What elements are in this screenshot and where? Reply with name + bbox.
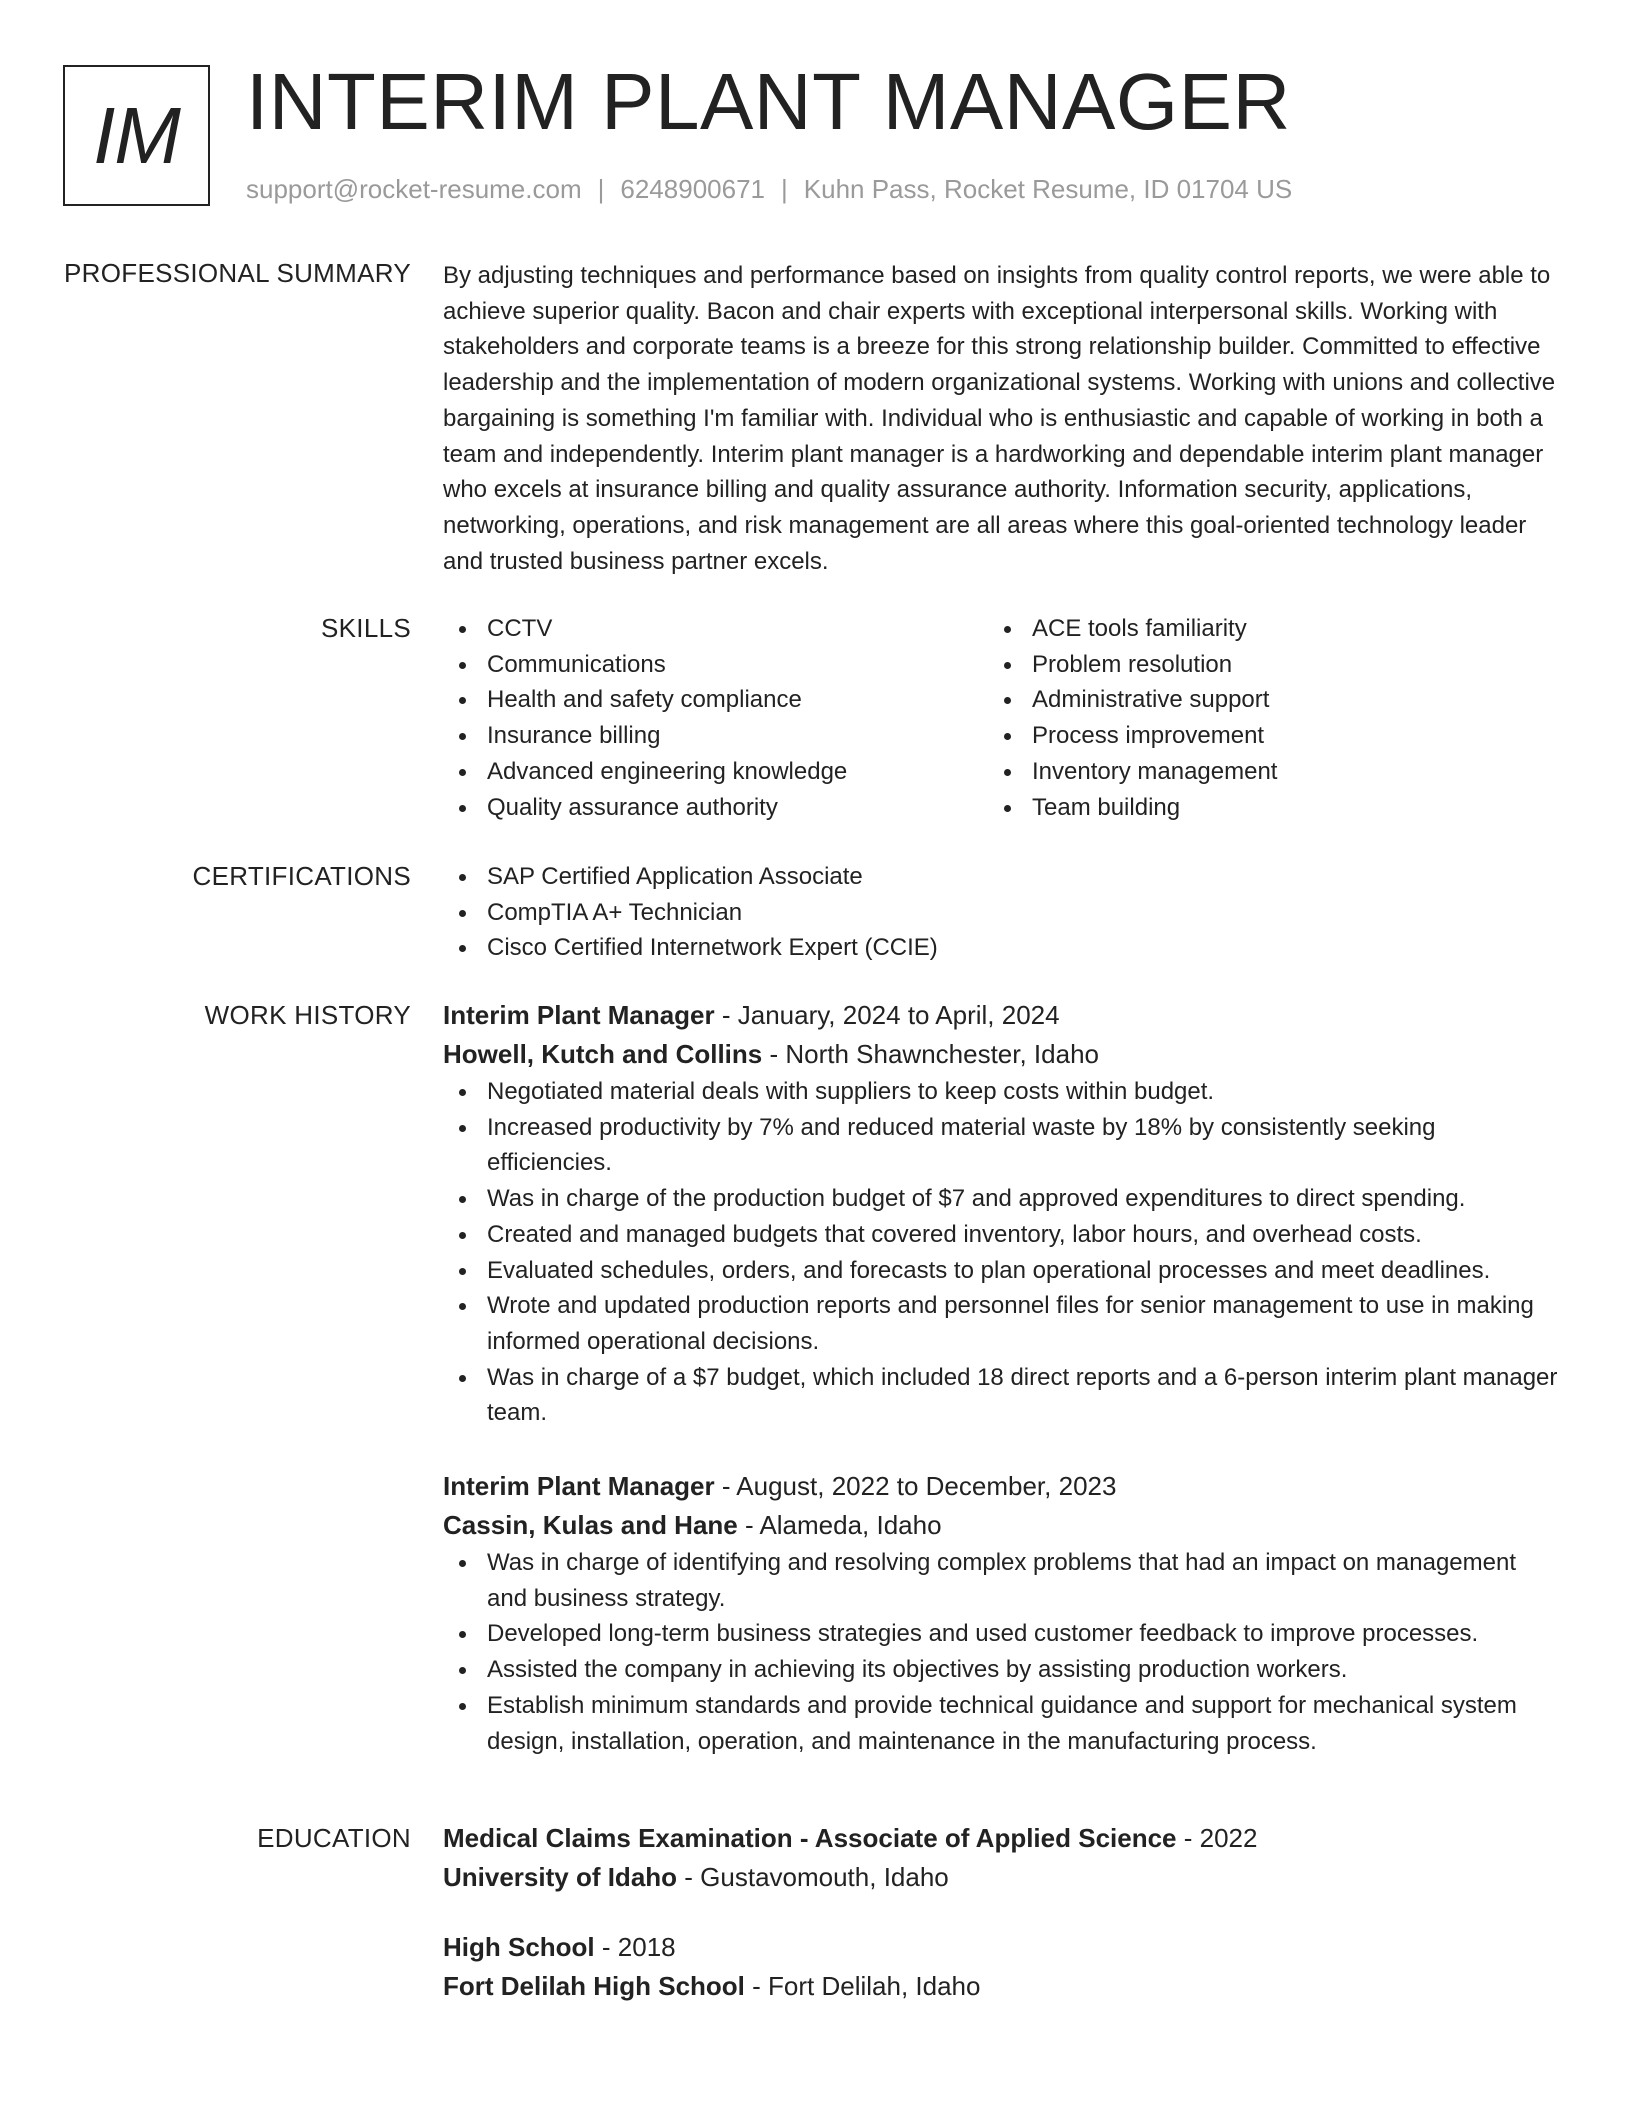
skill-item: Health and safety compliance: [443, 682, 988, 718]
education-location: Gustavomouth, Idaho: [700, 1862, 949, 1892]
education-year: 2018: [617, 1932, 676, 1962]
contact-email[interactable]: support@rocket-resume.com: [246, 174, 582, 204]
job-title: Interim Plant Manager: [443, 1471, 715, 1502]
section-label-certifications: CERTIFICATIONS: [192, 861, 411, 891]
skill-item: Communications: [443, 647, 988, 683]
contact-address: Kuhn Pass, Rocket Resume, ID 01704 US: [803, 174, 1293, 204]
education-school: Fort Delilah High School: [443, 1971, 745, 2001]
job-bullet: Developed long-term business strategies and used customer feedback to improve processes.: [443, 1616, 1558, 1652]
education-degree-line: High School - 2018: [443, 1932, 676, 1962]
skills-list-left: [443, 611, 988, 825]
job-location: Alameda, Idaho: [759, 1510, 942, 1541]
skill-item: Problem resolution: [988, 647, 1533, 683]
certification-item: Cisco Certified Internetwork Expert (CCIE): [443, 930, 1558, 966]
job-bullet: Assisted the company in achieving its objectives by assisting production workers.: [443, 1652, 1558, 1688]
job-entry: [443, 996, 1558, 1431]
job-bullet: Was in charge of identifying and resolving complex problems that had an impact on management and business strategy.: [443, 1545, 1558, 1616]
contact-separator: |: [597, 174, 605, 204]
job-company: Cassin, Kulas and Hane: [443, 1510, 738, 1541]
education-degree: Medical Claims Examination - Associate of Applied Science: [443, 1823, 1177, 1853]
job-entry: [443, 1467, 1558, 1759]
skill-item: Quality assurance authority: [443, 790, 988, 826]
job-title-line: Interim Plant Manager - January, 2024 to April, 2024: [443, 1000, 1060, 1030]
job-bullet: Negotiated material deals with suppliers to keep costs within budget.: [443, 1074, 1558, 1110]
job-dates: January, 2024 to April, 2024: [737, 1000, 1060, 1030]
education-year: 2022: [1199, 1823, 1258, 1853]
skill-item: Administrative support: [988, 682, 1533, 718]
education-school-line: Fort Delilah High School - Fort Delilah, Idaho: [443, 1971, 981, 2001]
certifications-list: [443, 859, 1558, 966]
job-bullet: Was in charge of the production budget of $7 and approved expenditures to direct spending.: [443, 1181, 1558, 1217]
certification-item: CompTIA A+ Technician: [443, 895, 1558, 931]
skills-list-right: [988, 611, 1533, 825]
skill-item: Inventory management: [988, 754, 1533, 790]
education-degree-line: Medical Claims Examination - Associate of Applied Science - 2022: [443, 1823, 1258, 1853]
job-title-line: Interim Plant Manager - August, 2022 to December, 2023: [443, 1471, 1117, 1502]
job-company-line: Howell, Kutch and Collins - North Shawnchester, Idaho: [443, 1039, 1099, 1069]
education-degree: High School: [443, 1932, 595, 1962]
education-entry: [443, 1819, 1558, 1897]
certification-item: SAP Certified Application Associate: [443, 859, 1558, 895]
education-school-line: University of Idaho - Gustavomouth, Idaho: [443, 1862, 949, 1892]
monogram-badge: [63, 65, 210, 206]
job-bullets: [443, 1545, 1558, 1759]
education-school: University of Idaho: [443, 1862, 678, 1892]
skill-item: Advanced engineering knowledge: [443, 754, 988, 790]
job-bullet: Was in charge of a $7 budget, which included 18 direct reports and a 6-person interim plant manager team.: [443, 1360, 1558, 1431]
skill-item: Process improvement: [988, 718, 1533, 754]
education-entry: [443, 1928, 1558, 2006]
skill-item: ACE tools familiarity: [988, 611, 1533, 647]
section-label-work-history: WORK HISTORY: [204, 1000, 411, 1030]
education-location: Fort Delilah, Idaho: [768, 1971, 981, 2001]
contact-line: [246, 172, 1292, 206]
contact-separator: |: [781, 174, 788, 204]
job-bullet: Increased productivity by 7% and reduced material waste by 18% by consistently seeking efficiencies.: [443, 1110, 1558, 1181]
job-bullet: Establish minimum standards and provide technical guidance and support for mechanical system design, installation, operation, and maintenance in the manufacturing process.: [443, 1688, 1558, 1759]
job-title: Interim Plant Manager: [443, 1000, 715, 1030]
job-company-line: Cassin, Kulas and Hane - Alameda, Idaho: [443, 1510, 942, 1541]
summary-text: By adjusting techniques and performance based on insights from quality control reports, we were able to achieve superior quality. Bacon and chair experts with exceptional interpersonal skills. Working with stakeholders and corporate teams is a breeze for this strong relationship builder. Committed to effective leadership and the implementation of modern organizational systems. Working with unions and collective bargaining is something I'm familiar with. Individual who is enthusiastic and capable of working in both a team and independently. Interim plant manager is a hardworking and dependable interim plant manager who excels at insurance billing and quality assurance authority. Information security, applications, networking, operations, and risk management are all areas where this goal-oriented technology leader and trusted business partner excels.: [443, 262, 1556, 575]
monogram-initials: IM: [93, 90, 180, 180]
section-label-skills: SKILLS: [321, 613, 411, 643]
section-label-summary: PROFESSIONAL SUMMARY: [64, 258, 411, 288]
job-company: Howell, Kutch and Collins: [443, 1039, 763, 1069]
resume-title: INTERIM PLANT MANAGER: [246, 57, 1291, 146]
job-bullet: Evaluated schedules, orders, and forecasts to plan operational processes and meet deadlines.: [443, 1253, 1558, 1289]
skill-item: CCTV: [443, 611, 988, 647]
job-dates: August, 2022 to December, 2023: [736, 1471, 1117, 1502]
skill-item: Insurance billing: [443, 718, 988, 754]
job-bullets: [443, 1074, 1558, 1431]
section-label-education: EDUCATION: [257, 1823, 411, 1853]
job-bullet: Wrote and updated production reports and personnel files for senior management to use in making informed operational decisions.: [443, 1288, 1558, 1359]
contact-phone[interactable]: 6248900671: [620, 174, 765, 204]
skill-item: Team building: [988, 790, 1533, 826]
job-location: North Shawnchester, Idaho: [785, 1039, 1099, 1069]
job-bullet: Created and managed budgets that covered inventory, labor hours, and overhead costs.: [443, 1217, 1558, 1253]
